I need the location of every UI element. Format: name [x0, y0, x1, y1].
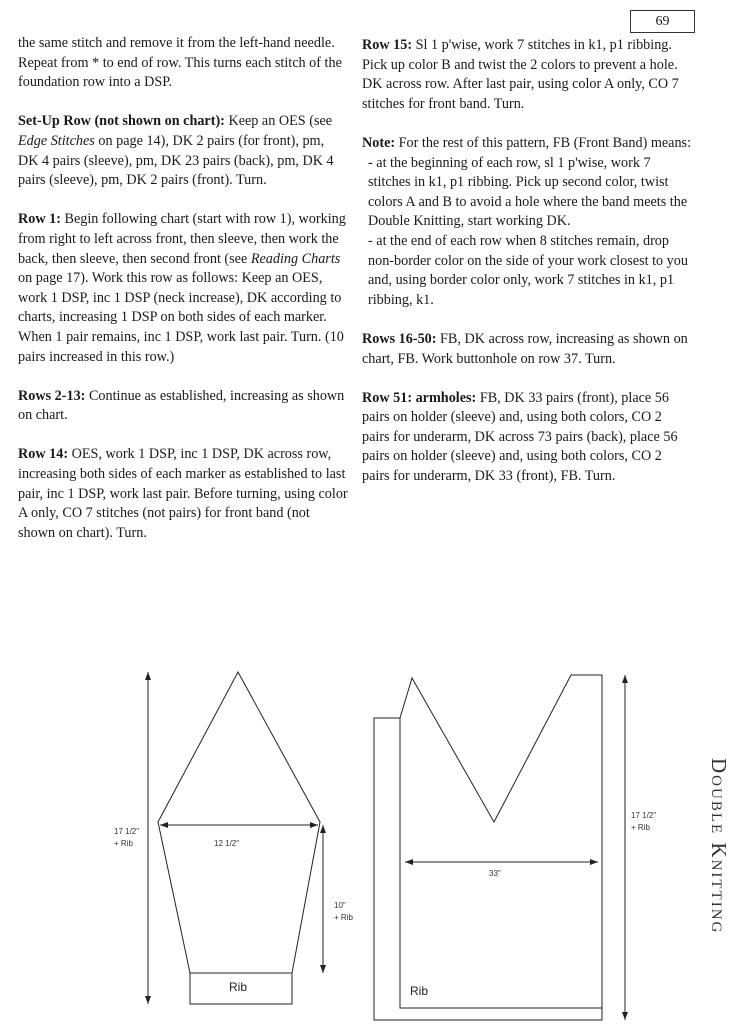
sleeve-outline: [158, 672, 320, 973]
paragraph-intro: the same stitch and remove it from the left-hand needle. Repeat from * to end of row. This turns each stitch of the foundation row into a DSP.: [18, 35, 342, 91]
paragraph-rows-16-50: Rows 16-50: FB, DK across row, increasing as shown on chart, FB. Work buttonhole on row 37. Turn.: [362, 330, 688, 367]
paragraph-row-1: Row 1: Begin following chart (start with row 1), working from right to left across front, then sleeve, then work the back, then sleeve, then second front (see Reading Charts on page 17). Work this row as follows: Keep an OES, work 1 DSP, inc 1 DSP (neck increase), DK according to charts, increasing 1 DSP on both sides of each marker. When 1 pair remains, inc 1 DSP, work last pair. Turn. (10 pairs increased in this row.): [18, 211, 346, 365]
left-column: [18, 34, 348, 563]
paragraph-row-51: Row 51: armholes: FB, DK 33 pairs (front), place 56 pairs on holder (sleeve) and, using both colors, CO 2 pairs for underarm, DK across 73 pairs (back), place 56 pairs on holder (sleeve) and, using both colors, CO 2 pairs for underarm, DK 33 (front), FB. Turn.: [362, 389, 678, 485]
body-length-label: 17 1/2": [631, 811, 657, 820]
body-length-rib-label: + Rib: [631, 823, 650, 832]
sleeve-rib-label: Rib: [229, 980, 248, 994]
sleeve-length-rib-label: + Rib: [114, 839, 133, 848]
paragraph-note: Note: For the rest of this pattern, FB (Front Band) means: - at the beginning of each row, sl 1 p'wise, work 7 stitches in k1, p1 ribbing. Pick up second color, twist colors A and B to avoid a hole where the band meets the Double Knitting, start working DK. - at the end of each row when 8 stitches remain, drop non-border color on the side of your work closest to you and, using border color only, work 7 stitches in k1, p1 ribbing, k1.: [362, 134, 692, 310]
body-width-label: 33": [489, 869, 501, 878]
sleeve-length-label: 17 1/2": [114, 827, 140, 836]
body-outline: [374, 675, 602, 1020]
side-chapter-title: Double Knitting: [707, 758, 731, 935]
underarm-rib-label: + Rib: [334, 913, 353, 922]
page-number: 69: [630, 10, 695, 33]
note-item-beginning: - at the beginning of each row, sl 1 p'wise, work 7 stitches in k1, p1 ribbing. Pick up second color, twist colors A and B to avoid a hole where the band meets the Double Knitting, start working DK.: [368, 154, 688, 230]
body-rib-label: Rib: [410, 984, 429, 998]
paragraph-row-14: Row 14: OES, work 1 DSP, inc 1 DSP, DK across row, increasing both sides of each marker as established to last pair, inc 1 DSP, work last pair. Before turning, using color A only, CO 7 stitches (not pairs) for front band (not shown on chart). Turn.: [18, 446, 348, 541]
paragraph-set-up-row: Set-Up Row (not shown on chart): Keep an OES (see Edge Stitches on page 14), DK 2 pairs (for front), pm, DK 4 pairs (sleeve), pm, DK 23 pairs (back), pm, DK 4 pairs (sleeve), pm, DK 2 pairs (front). Turn.: [18, 113, 334, 189]
right-column: [362, 36, 692, 506]
paragraph-rows-2-13: Rows 2-13: Continue as established, increasing as shown on chart.: [18, 387, 345, 424]
body-inner-edge: [400, 718, 602, 1008]
schematic-diagram: [0, 600, 745, 1033]
note-item-end: - at the end of each row when 8 stitches remain, drop non-border color on the side of your work closest to you and, using border color only, work 7 stitches in k1, p1 ribbing, k1.: [368, 232, 688, 308]
underarm-label: 10": [334, 901, 346, 910]
paragraph-row-15: Row 15: Sl 1 p'wise, work 7 stitches in k1, p1 ribbing. Pick up color B and twist the 2 colors to prevent a hole. DK across row. After last pair, using color A only, CO 7 stitches for front band. Turn.: [362, 37, 679, 112]
sleeve-width-label: 12 1/2": [214, 839, 240, 848]
